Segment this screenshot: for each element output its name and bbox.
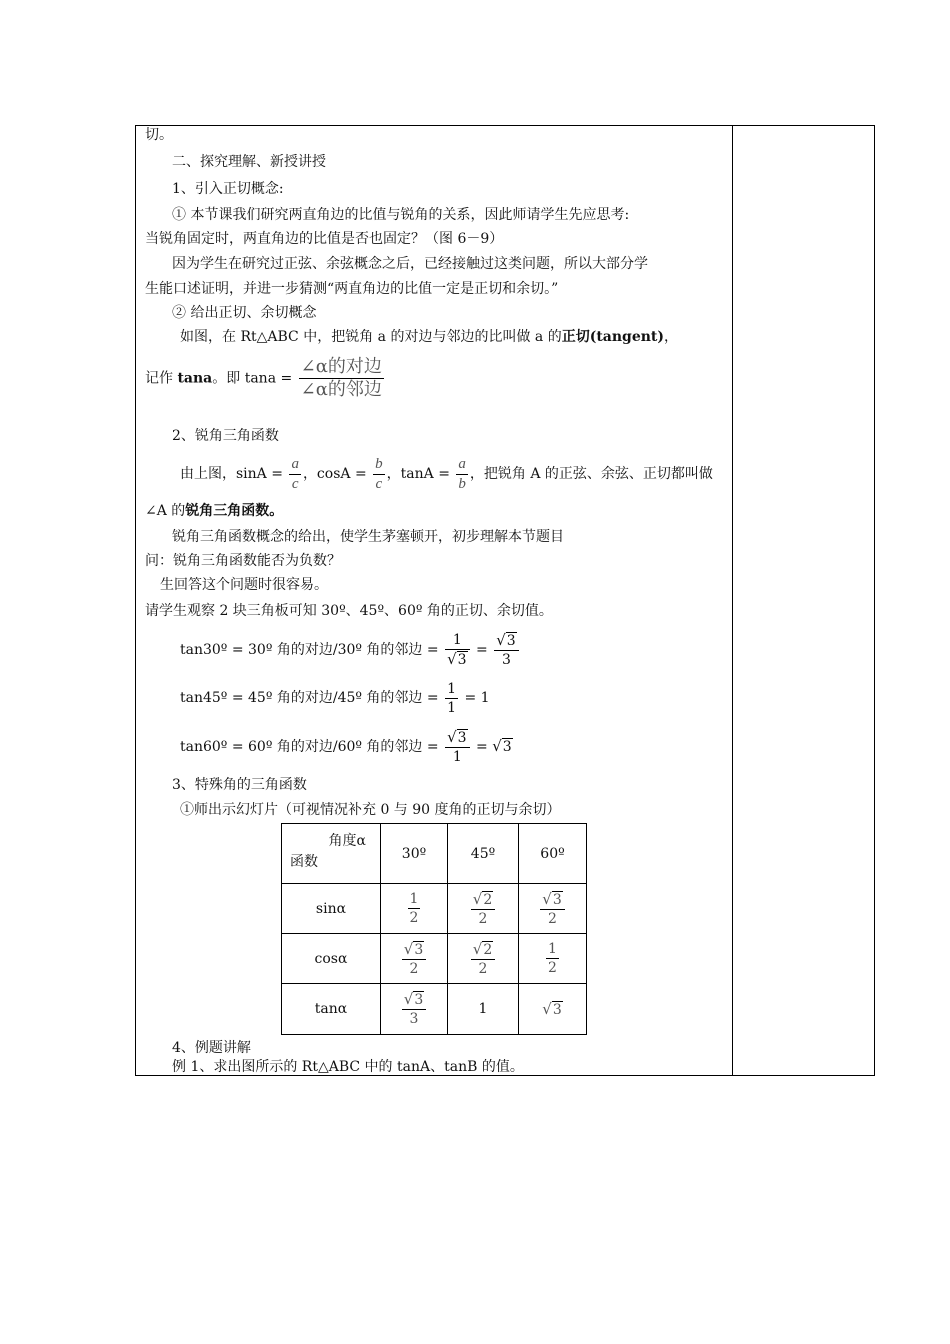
text-span: ， bbox=[664, 329, 679, 345]
sin-fraction bbox=[289, 457, 301, 492]
tan30-fraction bbox=[445, 633, 469, 667]
text-line bbox=[145, 502, 283, 520]
text-line bbox=[180, 328, 678, 346]
table-cell: $\frac{1}{2}$ bbox=[381, 884, 448, 934]
table-row bbox=[282, 934, 587, 984]
fraction-numerator: 1 bbox=[452, 632, 462, 648]
fraction-numerator: b bbox=[375, 455, 383, 472]
fraction-numerator: a bbox=[458, 455, 466, 472]
fraction-denominator: 1 bbox=[445, 747, 469, 764]
text-span: tan45º = 45º 角的对边/45º 角的邻边 = bbox=[180, 690, 439, 706]
header-function-label: 函数 bbox=[290, 854, 318, 870]
fraction-denominator: ∠α的邻边 bbox=[300, 379, 382, 400]
table-cell: $\frac{√2}{2}$ bbox=[448, 934, 519, 984]
example-line: 例 1、求出图所示的 Rt△ABC 中的 tanA、tanB 的值。 bbox=[172, 1059, 524, 1075]
text-span: tan30º = 30º 角的对边/30º 角的邻边 = bbox=[180, 642, 439, 658]
table-cell: $\frac{√3}{2}$ bbox=[519, 884, 587, 934]
section-heading: 二、探究理解、新授讲授 bbox=[172, 154, 326, 170]
text-span: 如图，在 Rt△ABC 中，把锐角 a 的对边与邻边的比叫做 a 的 bbox=[180, 329, 562, 345]
tan45-fraction bbox=[445, 682, 458, 715]
table-cell: $\frac{1}{2}$ bbox=[519, 934, 587, 984]
table-corner-cell bbox=[282, 824, 381, 884]
angle-header: 60º bbox=[519, 824, 587, 884]
sqrt: √3 bbox=[447, 728, 467, 746]
equals-sign: = bbox=[476, 739, 488, 755]
formula-line bbox=[180, 454, 713, 494]
angle-header: 30º bbox=[381, 824, 448, 884]
text-line: ② 给出正切、余切概念 bbox=[172, 305, 317, 321]
equals-sign: = bbox=[476, 642, 488, 658]
term-tana: tana bbox=[177, 370, 213, 387]
text-span: ，cosA = bbox=[302, 466, 367, 482]
fraction-denominator: 3 bbox=[494, 650, 518, 667]
table-cell: $\frac{√3}{3}$ bbox=[381, 984, 448, 1035]
formula-line bbox=[145, 358, 386, 399]
subsection-heading: 2、锐角三角函数 bbox=[172, 428, 279, 444]
fraction-denominator: c bbox=[373, 474, 385, 492]
tan-fraction bbox=[456, 457, 468, 492]
table-cell: $\frac{√3}{2}$ bbox=[381, 934, 448, 984]
table-cell: 1 bbox=[448, 984, 519, 1035]
cos-fraction bbox=[373, 457, 385, 492]
formula-line bbox=[180, 678, 490, 718]
fraction-numerator: a bbox=[291, 455, 299, 472]
text-span: 茅塞顿开，初步理解本节题目 bbox=[382, 529, 564, 545]
text-span: 记作 bbox=[145, 370, 173, 387]
term-tangent: 正切(tangent) bbox=[561, 329, 665, 345]
fraction-denominator: b bbox=[458, 475, 466, 492]
tan-definition-fraction bbox=[299, 358, 384, 399]
subsection-heading: 4、例题讲解 bbox=[172, 1040, 251, 1056]
formula-line bbox=[180, 726, 513, 767]
text-span: ，把锐角 A 的正弦、余弦、正切都叫做 bbox=[469, 466, 713, 482]
text-line: 因为学生在研究过正弦、余弦概念之后，已经接触过这类问题，所以大部分学 bbox=[172, 256, 648, 272]
fraction-denominator: c bbox=[289, 474, 301, 492]
text-span: 锐角三角函数概念的给出，使学生 bbox=[172, 529, 382, 545]
table-cell: $\frac{√2}{2}$ bbox=[448, 884, 519, 934]
text-line: 问：锐角三角函数能否为负数？ bbox=[145, 553, 341, 569]
angle-header: 45º bbox=[448, 824, 519, 884]
tan45-value: = 1 bbox=[464, 690, 490, 706]
table-cell: √3 bbox=[519, 984, 587, 1035]
subsection-heading: 1、引入正切概念: bbox=[172, 181, 284, 197]
fraction-numerator bbox=[494, 633, 518, 650]
subsection-heading: 3、特殊角的三角函数 bbox=[172, 777, 307, 793]
tan60-fraction bbox=[445, 730, 469, 764]
text-span: ，tanA = bbox=[386, 466, 450, 482]
text-span: ∠A 的 bbox=[145, 503, 186, 519]
tan30-value bbox=[494, 633, 518, 667]
text-line: 当锐角固定时，两直角边的比值是否也固定？（图 6－9） bbox=[145, 231, 504, 247]
text-line: 生能口述证明，并进一步猜测“两直角边的比值一定是正切和余切。” bbox=[145, 281, 559, 297]
fraction-denominator: 1 bbox=[447, 699, 456, 716]
sqrt: √3 bbox=[496, 631, 516, 649]
fraction-numerator: ∠α的对边 bbox=[300, 356, 382, 377]
term-trig-functions: 锐角三角函数。 bbox=[185, 503, 284, 519]
fraction-numerator bbox=[445, 730, 469, 747]
tan60-value: √3 bbox=[492, 737, 512, 755]
text-span: 。即 tana = bbox=[212, 370, 293, 387]
text-line: ①师出示幻灯片（可视情况补充 0 与 90 度角的正切与余切） bbox=[180, 802, 561, 818]
function-name: cosα bbox=[282, 934, 381, 984]
text-span: tan60º = 60º 角的对边/60º 角的邻边 = bbox=[180, 739, 439, 755]
column-divider bbox=[732, 125, 733, 1076]
text-line: 切。 bbox=[145, 127, 173, 143]
text-span: 由上图，sinA = bbox=[180, 466, 283, 482]
text-line: ① 本节课我们研究两直角边的比值与锐角的关系，因此师请学生先应思考: bbox=[172, 207, 630, 223]
function-name: tanα bbox=[282, 984, 381, 1035]
function-name: sinα bbox=[282, 884, 381, 934]
header-angle-label: 角度α bbox=[328, 833, 366, 849]
fraction-numerator: 1 bbox=[447, 680, 456, 697]
fraction-denominator bbox=[445, 649, 469, 667]
sqrt: √3 bbox=[447, 650, 467, 668]
table-row bbox=[282, 884, 587, 934]
text-line: 请学生观察 2 块三角板可知 30º、45º、60º 角的正切、余切值。 bbox=[145, 603, 553, 619]
table-row bbox=[282, 984, 587, 1035]
text-line bbox=[172, 528, 564, 546]
formula-line bbox=[180, 630, 521, 670]
text-line: 生回答这个问题时很容易。 bbox=[160, 577, 328, 593]
special-angle-table bbox=[281, 823, 587, 1035]
table-header-row bbox=[282, 824, 587, 884]
